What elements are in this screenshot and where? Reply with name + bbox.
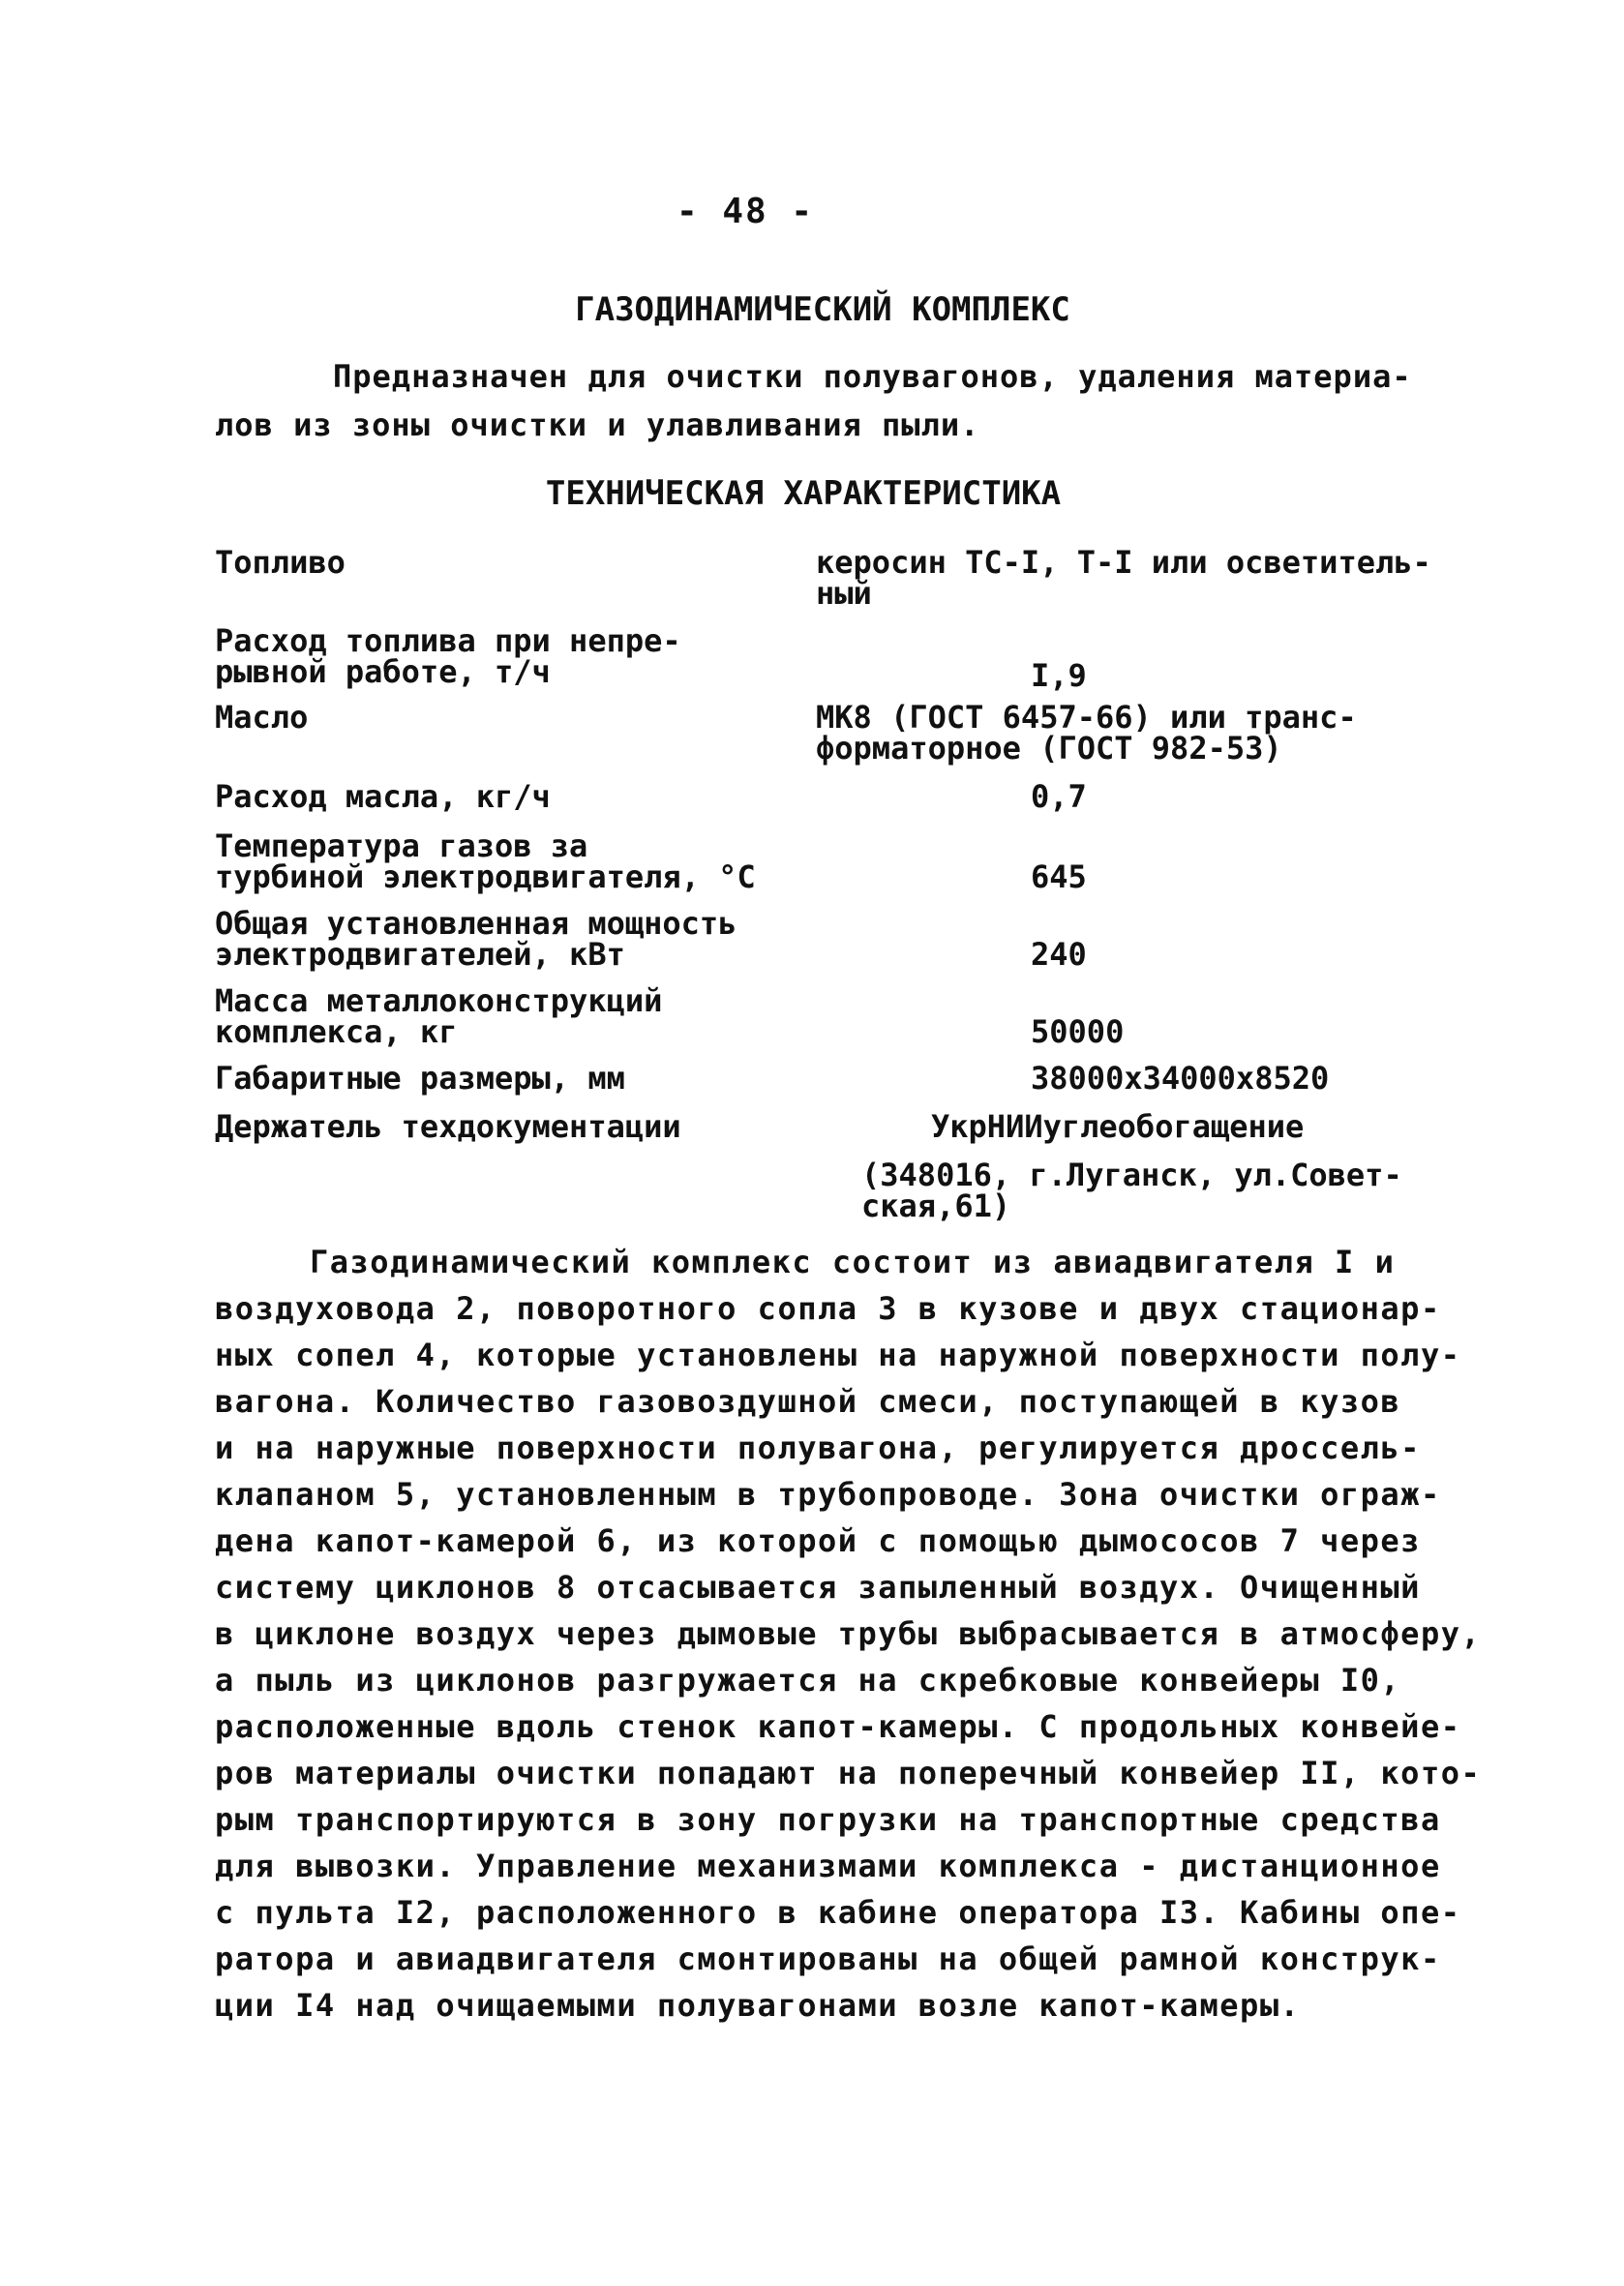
intro-line-2: лов из зоны очистки и улавливания пыли. bbox=[215, 406, 980, 443]
body-line-13: рым транспортируются в зону погрузки на транспортные средства bbox=[215, 1801, 1441, 1838]
spec-label-mass-2: комплекса, кг bbox=[215, 1013, 458, 1050]
body-line-14: для вывозки. Управление механизмами комплекса - дистанционное bbox=[215, 1848, 1441, 1884]
spec-value-fuel-2: ный bbox=[816, 575, 872, 612]
spec-label-fuel: Топливо bbox=[215, 544, 346, 581]
spec-label-oil-consumption: Расход масла, кг/ч bbox=[215, 778, 551, 815]
spec-label-dimensions: Габаритные размеры, мм bbox=[215, 1060, 625, 1097]
body-line-6: клапаном 5, установленным в трубопроводе. Зона очистки ограж- bbox=[215, 1476, 1441, 1513]
body-line-3: ных сопел 4, которые установлены на наружной поверхности полу- bbox=[215, 1337, 1461, 1373]
body-line-15: с пульта I2, расположенного в кабине оператора I3. Кабины опе- bbox=[215, 1894, 1461, 1931]
spec-value-power: 240 bbox=[1031, 936, 1087, 973]
body-line-11: расположенные вдоль стенок капот-камеры. С продольных конвейе- bbox=[215, 1708, 1461, 1745]
spec-label-fuel-consumption-2: рывной работе, т/ч bbox=[215, 653, 551, 690]
spec-value-oil-2: форматорное (ГОСТ 982-53) bbox=[816, 730, 1282, 767]
body-line-8: систему циклонов 8 отсасывается запыленный воздух. Очищенный bbox=[215, 1569, 1421, 1606]
body-line-2: воздуховода 2, поворотного сопла 3 в кузове и двух стационар- bbox=[215, 1290, 1441, 1327]
spec-value-fuel-1: керосин ТС-I, Т-I или осветитель- bbox=[816, 544, 1431, 581]
spec-value-fuel-consumption: I,9 bbox=[1031, 657, 1087, 694]
spec-label-gas-temp-2: турбиной электродвигателя, °С bbox=[215, 858, 756, 895]
body-line-9: в циклоне воздух через дымовые трубы выбрасывается в атмосферу, bbox=[215, 1615, 1482, 1652]
page-number: - 48 - bbox=[676, 192, 815, 231]
spec-label-oil: Масло bbox=[215, 699, 309, 736]
document-title: ГАЗОДИНАМИЧЕСКИЙ КОМПЛЕКС bbox=[575, 290, 1070, 329]
body-line-4: вагона. Количество газовоздушной смеси, поступающей в кузов bbox=[215, 1383, 1401, 1420]
spec-value-holder: УкрНИИуглеобогащение bbox=[931, 1108, 1305, 1145]
body-line-16: ратора и авиадвигателя смонтированы на общей рамной конструк- bbox=[215, 1940, 1441, 1977]
spec-value-oil-1: МК8 (ГОСТ 6457-66) или транс- bbox=[816, 699, 1357, 736]
spec-label-holder: Держатель техдокументации bbox=[215, 1108, 681, 1145]
body-line-1: Газодинамический комплекс состоит из авиадвигателя I и bbox=[310, 1244, 1396, 1280]
body-line-5: и на наружные поверхности полувагона, регулируется дроссель- bbox=[215, 1429, 1421, 1466]
body-line-17: ции I4 над очищаемыми полувагонами возле капот-камеры. bbox=[215, 1987, 1301, 2024]
body-line-12: ров материалы очистки попадают на поперечный конвейер II, кото- bbox=[215, 1755, 1482, 1791]
spec-value-gas-temp: 645 bbox=[1031, 858, 1087, 895]
spec-value-holder-address-2: ская,61) bbox=[861, 1188, 1011, 1224]
spec-label-power-2: электродвигателей, кВт bbox=[215, 936, 625, 973]
spec-value-holder-address-1: (348016, г.Луганск, ул.Совет- bbox=[861, 1157, 1402, 1193]
spec-label-fuel-consumption-1: Расход топлива при непре- bbox=[215, 622, 681, 659]
spec-value-oil-consumption: 0,7 bbox=[1031, 778, 1087, 815]
spec-value-dimensions: 38000x34000x8520 bbox=[1031, 1060, 1330, 1097]
intro-line-1: Предназначен для очистки полувагонов, удаления материа- bbox=[333, 358, 1412, 395]
body-line-10: а пыль из циклонов разгружается на скребковые конвейеры I0, bbox=[215, 1662, 1401, 1699]
spec-label-power-1: Общая установленная мощность bbox=[215, 905, 737, 942]
spec-label-gas-temp-1: Температура газов за bbox=[215, 827, 588, 864]
spec-title: ТЕХНИЧЕСКАЯ ХАРАКТЕРИСТИКА bbox=[545, 474, 1062, 513]
body-line-7: дена капот-камерой 6, из которой с помощью дымососов 7 через bbox=[215, 1522, 1421, 1559]
spec-label-mass-1: Масса металлоконструкций bbox=[215, 982, 663, 1019]
spec-value-mass: 50000 bbox=[1031, 1013, 1125, 1050]
